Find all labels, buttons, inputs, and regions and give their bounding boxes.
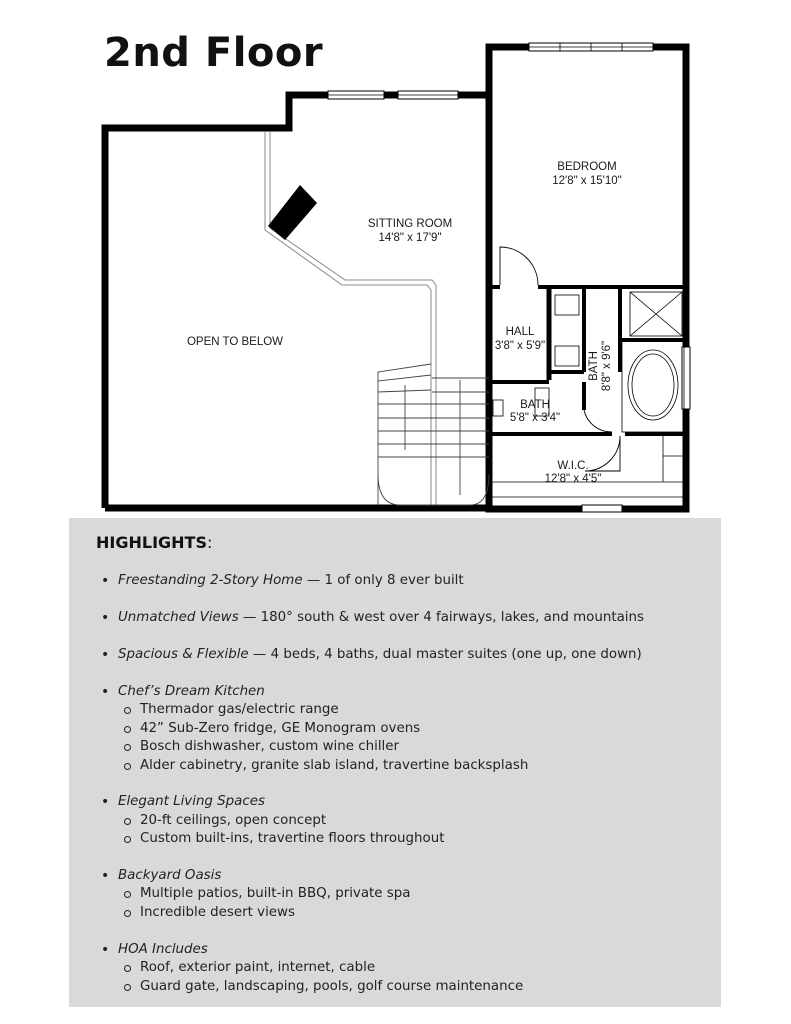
highlight-desc: — 1 of only 8 ever built [302,573,464,588]
railing [265,132,431,505]
main-bath-size: 8'8" x 9'6" [601,340,613,392]
vanity-sink [555,295,579,315]
highlight-subitem: Guard gate, landscaping, pools, golf course maintenance [140,979,524,994]
highlight-desc: — 180° south & west over 4 fairways, lakes, and mountains [238,610,644,625]
wic-door [585,436,620,471]
highlight-subitem: Multiple patios, built-in BBQ, private spa [140,886,411,901]
highlight-subitem: Alder cabinetry, granite slab island, travertine backsplash [140,758,529,773]
bedroom-size: 12'8" x 15'10" [552,175,622,187]
highlights-heading [96,533,212,552]
highlight-title: Elegant Living Spaces [118,794,265,809]
highlight-title: Spacious & Flexible [118,647,249,662]
highlight-item [118,610,644,625]
sitting-room-name: SITTING ROOM [367,218,453,230]
highlight-subitem: Roof, exterior paint, internet, cable [140,960,376,975]
highlight-item [118,684,265,699]
bedroom-name: BEDROOM [557,161,617,173]
highlights-panel [69,518,721,1007]
highlight-item [118,647,642,662]
highlight-subitem: Thermador gas/electric range [140,702,339,717]
page-title: 2nd Floor [104,30,324,76]
highlight-title: Unmatched Views [118,610,239,625]
bedroom-outer-wall [489,47,686,509]
sitting-room-size: 14'8" x 17'9" [378,232,442,244]
small-bath-name: BATH [520,399,550,411]
highlight-item [118,794,265,809]
highlight-subitem: Custom built-ins, travertine floors throughout [140,831,445,846]
bedroom-door [500,247,538,285]
highlights-heading-text: HIGHLIGHTS [96,533,207,552]
wic-name: W.I.C. [557,460,589,472]
highlight-desc: — 4 beds, 4 baths, dual master suites (one up, one down) [248,647,642,662]
highlights-heading-colon: : [206,533,213,552]
main-bath-name: BATH [588,351,600,381]
highlight-title: Chef’s Dream Kitchen [118,684,265,699]
fireplace [268,185,317,240]
highlight-subitem: Incredible desert views [140,905,295,920]
highlight-subitem: 20-ft ceilings, open concept [140,813,327,828]
highlight-subitem: Bosch dishwasher, custom wine chiller [140,739,399,754]
hall-name: HALL [505,326,535,338]
highlight-title: Backyard Oasis [118,868,222,883]
hall-size: 3'8" x 5'9" [494,340,546,352]
bathtub [628,350,678,420]
highlight-title: HOA Includes [118,942,208,957]
windows [328,43,690,512]
highlight-item [118,573,464,588]
highlight-subitem: 42” Sub-Zero fridge, GE Monogram ovens [140,721,421,736]
small-bath-size: 5'8" x 3'4" [509,412,561,424]
highlight-item [118,868,221,883]
open-to-below-label: OPEN TO BELOW [186,336,284,348]
highlight-item [118,942,208,957]
highlight-title: Freestanding 2-Story Home [118,573,303,588]
wic-size: 12'8" x 4'5" [544,473,602,485]
